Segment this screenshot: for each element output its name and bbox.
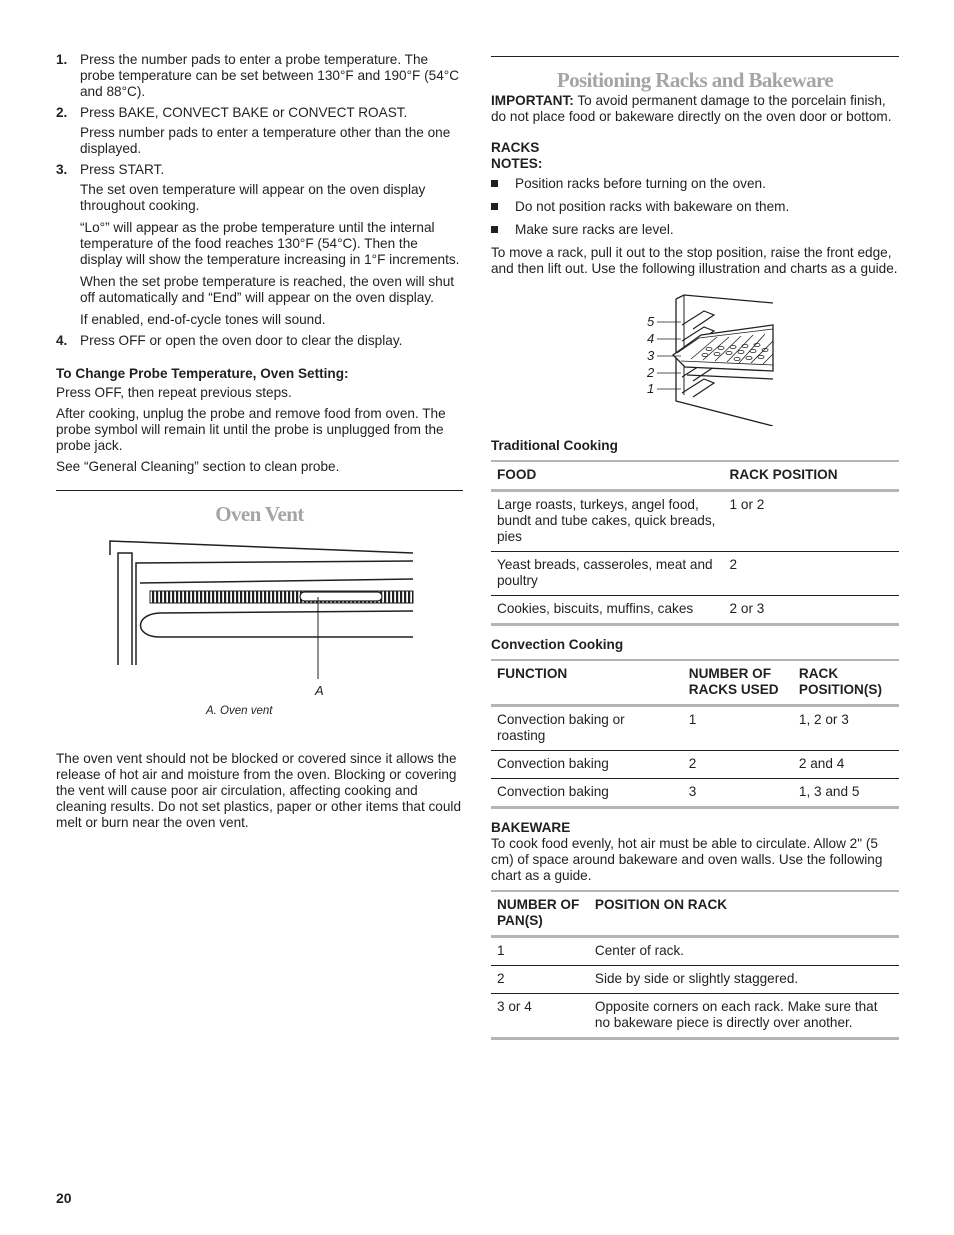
move-rack-para: To move a rack, pull it out to the stop position, raise the front edge, and then lift out. Use the following illustration and charts as a guide. xyxy=(491,245,898,276)
note-text: Make sure racks are level. xyxy=(515,222,674,237)
page-number: 20 xyxy=(56,1190,72,1206)
table-cell: 2 or 3 xyxy=(724,596,899,625)
table-cell: Convection baking xyxy=(491,779,683,808)
oven-vent-illustration xyxy=(56,533,463,723)
change-probe-heading: To Change Probe Temperature, Oven Setting: xyxy=(56,366,349,381)
table-row xyxy=(491,596,899,625)
oven-vent-figure xyxy=(56,533,463,723)
column-header: FUNCTION xyxy=(497,666,568,681)
important-note xyxy=(491,93,899,125)
column-header: FOOD xyxy=(497,467,537,482)
traditional-cooking-heading: Traditional Cooking xyxy=(491,438,618,453)
racks-heading: RACKS xyxy=(491,140,540,155)
table-cell: Convection baking xyxy=(491,751,683,779)
racks-section-title: Positioning Racks and Bakeware xyxy=(556,68,834,92)
column-header: POSITION ON RACK xyxy=(594,897,728,912)
rack-label-5: 5 xyxy=(647,314,655,329)
table-cell: Yeast breads, casseroles, meat and poultry xyxy=(491,552,724,596)
oven-vent-title: Oven Vent xyxy=(215,502,304,526)
table-cell: 2 xyxy=(724,552,899,596)
table-cell: 2 xyxy=(683,751,793,779)
table-row xyxy=(491,552,899,596)
step-4 xyxy=(56,333,463,349)
table-header-row xyxy=(491,660,899,706)
step-number: 1. xyxy=(56,52,68,67)
step-number: 3. xyxy=(56,162,68,177)
table-cell: 1, 3 and 5 xyxy=(793,779,899,808)
step-number: 2. xyxy=(56,105,68,120)
bakeware-para: To cook food evenly, hot air must be able to circulate. Allow 2" (5 cm) of space around bakeware and oven walls. Use the following chart as a guide. xyxy=(491,836,883,883)
table-cell: 1 or 2 xyxy=(724,491,899,552)
step-number: 4. xyxy=(56,333,68,348)
table-row xyxy=(491,966,899,994)
section-divider xyxy=(491,56,899,57)
step-text: Press START. xyxy=(80,162,165,177)
bullet-square-icon xyxy=(491,180,498,187)
column-header: RACK POSITION(S) xyxy=(798,666,882,697)
column-header: NUMBER OF PAN(S) xyxy=(497,897,580,928)
table-cell: Convection baking or roasting xyxy=(491,706,683,751)
rack-label-1: 1 xyxy=(647,381,655,396)
table-cell: 3 xyxy=(683,779,793,808)
rack-label-2: 2 xyxy=(647,365,655,380)
table-cell: 1 xyxy=(491,937,589,966)
step-note: The set oven temperature will appear on the oven display throughout cooking. xyxy=(80,182,426,213)
note-text: Do not position racks with bakeware on them. xyxy=(515,199,790,214)
table-cell: Large roasts, turkeys, angel food, bundt and tube cakes, quick breads, pies xyxy=(491,491,724,552)
table-header-row xyxy=(491,891,899,937)
rack-label-4: 4 xyxy=(647,331,655,346)
table-row xyxy=(491,706,899,751)
table-cell: Side by side or slightly staggered. xyxy=(589,966,899,994)
table-cell: Center of rack. xyxy=(589,937,899,966)
important-text: To avoid permanent damage to the porcelain finish, do not place food or bakeware directly on the oven door or bottom. xyxy=(491,93,892,124)
table-header-row xyxy=(491,461,899,491)
vent-callout-label: A xyxy=(315,683,324,698)
important-label: IMPORTANT: xyxy=(491,93,574,108)
table-row xyxy=(491,937,899,966)
table-cell: 2 xyxy=(491,966,589,994)
step-3 xyxy=(56,162,463,328)
step-text: Press BAKE, CONVECT BAKE or CONVECT ROAST. xyxy=(80,105,408,120)
bullet-square-icon xyxy=(491,203,498,210)
table-cell: 1 xyxy=(683,706,793,751)
table-row xyxy=(491,994,899,1039)
notes-label: NOTES: xyxy=(491,156,543,171)
note-text: Position racks before turning on the oven. xyxy=(515,176,766,191)
change-probe-para: See “General Cleaning” section to clean probe. xyxy=(56,459,340,474)
probe-steps xyxy=(56,52,463,349)
left-column xyxy=(56,52,463,831)
step-note: If enabled, end-of-cycle tones will sound. xyxy=(80,312,326,327)
step-note: Press number pads to enter a temperature other than the one displayed. xyxy=(80,125,451,156)
table-row xyxy=(491,491,899,552)
oven-vent-para: The oven vent should not be blocked or covered since it allows the release of hot air and moisture from the oven. Blocking or covering the vent will cause poor air circulation, affecting cooking and cleaning results. Do not set plastics, paper or other items that could melt or burn near the oven vent. xyxy=(56,751,461,830)
column-header: RACK POSITION xyxy=(729,467,838,482)
step-note: “Lo°” will appear as the probe temperature until the internal temperature of the food reaches 130°F (54°C). Then the display will show the temperature increasing in 1°F increments. xyxy=(80,220,460,267)
table-cell: Opposite corners on each rack. Make sure that no bakeware piece is directly over another. xyxy=(589,994,899,1039)
bakeware-heading: BAKEWARE xyxy=(491,820,571,835)
change-probe-para: Press OFF, then repeat previous steps. xyxy=(56,385,292,400)
list-item xyxy=(491,199,899,215)
list-item xyxy=(491,176,899,192)
table-cell: Cookies, biscuits, muffins, cakes xyxy=(491,596,724,625)
step-1 xyxy=(56,52,463,100)
step-text: Press the number pads to enter a probe temperature. The probe temperature can be set between 130°F and 190°F (54°C and 88°C). xyxy=(80,52,460,99)
step-text: Press OFF or open the oven door to clear the display. xyxy=(80,333,403,348)
convection-cooking-heading: Convection Cooking xyxy=(491,637,624,652)
column-header: NUMBER OF RACKS USED xyxy=(688,666,779,697)
bakeware-table xyxy=(491,890,899,1040)
vent-caption: A. Oven vent xyxy=(206,705,273,717)
table-cell: 2 and 4 xyxy=(793,751,899,779)
step-note: When the set probe temperature is reached, the oven will shut off automatically and “End” will appear on the oven display. xyxy=(80,274,455,305)
convection-cooking-table xyxy=(491,659,899,809)
right-column xyxy=(491,56,899,1040)
rack-notes-list xyxy=(491,176,899,238)
table-cell: 1, 2 or 3 xyxy=(793,706,899,751)
section-divider xyxy=(56,490,463,491)
bullet-square-icon xyxy=(491,226,498,233)
change-probe-para: After cooking, unplug the probe and remove food from oven. The probe symbol will remain lit until the probe is unplugged from the probe jack. xyxy=(56,406,446,453)
list-item xyxy=(491,222,899,238)
traditional-cooking-table xyxy=(491,460,899,626)
rack-label-3: 3 xyxy=(647,348,655,363)
step-2 xyxy=(56,105,463,157)
table-row xyxy=(491,751,899,779)
rack-positions-illustration xyxy=(491,291,899,426)
table-cell: 3 or 4 xyxy=(491,994,589,1039)
table-row xyxy=(491,779,899,808)
rack-positions-figure xyxy=(491,291,899,426)
